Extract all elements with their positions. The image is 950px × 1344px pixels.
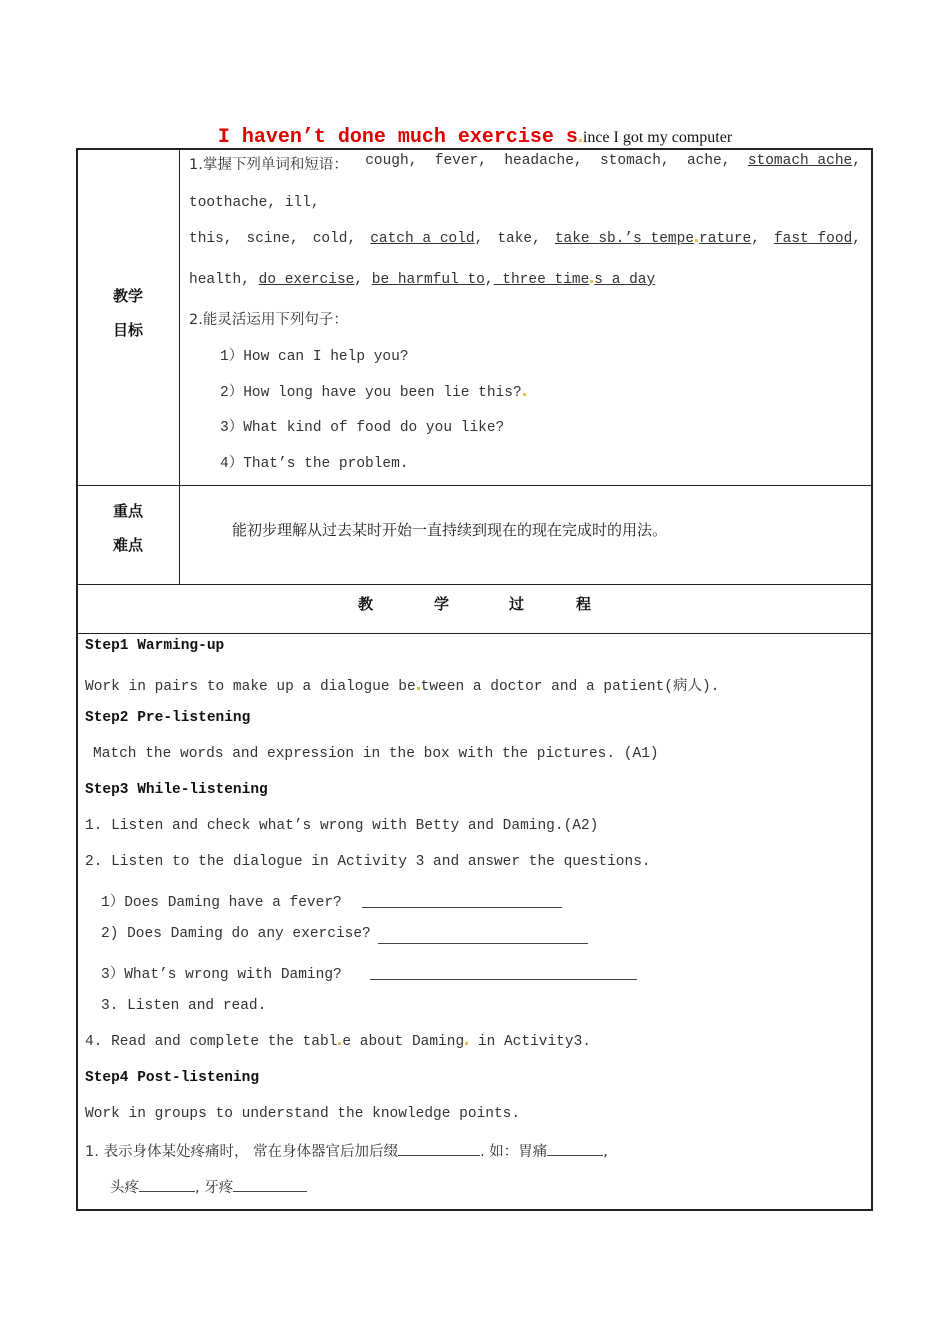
process-header-2: 学: [434, 595, 450, 613]
process-header-3: 过: [509, 595, 525, 613]
vocab-row-2: toothache, ill,: [189, 195, 320, 211]
question-3: 3）What’s wrong with Daming?: [101, 967, 342, 983]
sentence-item: 1）How can I help you?: [220, 349, 409, 365]
page-title: [0, 126, 950, 150]
process-header-4: 程: [576, 595, 592, 613]
step3-item-2: 2. Listen to the dialogue in Activity 3 and answer the questions.: [85, 854, 651, 870]
vocab-row-1: 1.掌握下列单词和短语： cough, fever, headache, stomach, ache, stomach ache,: [189, 153, 861, 173]
answer-blank[interactable]: [362, 895, 562, 908]
title-red-part: I haven’t done much exercise s: [217, 126, 578, 149]
row-divider: [76, 485, 873, 486]
answer-blank[interactable]: [547, 1143, 603, 1156]
question-2: 2) Does Daming do any exercise?: [101, 926, 371, 942]
step3-item-3: 3. Listen and read.: [101, 998, 267, 1014]
sentence-item: 2）How long have you been lie this?: [220, 380, 527, 401]
step4-text: Work in groups to understand the knowledge points.: [85, 1106, 521, 1122]
step1-title: Step1 Warming-up: [85, 638, 225, 654]
answer-blank[interactable]: [398, 1143, 480, 1156]
vocab-row-3: this, scine, cold, catch a cold, take, take sb.’s tempe rature, fast food,: [189, 231, 861, 247]
answer-blank[interactable]: [378, 931, 588, 944]
keypoints-label: 重点 难点: [112, 502, 143, 554]
column-divider: [179, 148, 180, 585]
knowledge-point-1-cont: 头疼 , 牙疼: [110, 1176, 307, 1197]
step3-item-4: 4. Read and complete the tabl e about Daming in Activity3.: [85, 1034, 591, 1050]
row-divider: [76, 633, 873, 634]
process-header-1: 教: [358, 595, 374, 613]
knowledge-point-1: 1. 表示身体某处疼痛时， 常在身体器官后加后缀 . 如：胃痛 ,: [85, 1144, 608, 1160]
answer-blank[interactable]: [370, 967, 637, 980]
row-divider: [76, 584, 873, 585]
question-1: 1）Does Daming have a fever?: [101, 895, 342, 911]
sentence-item: 3）What kind of food do you like?: [220, 420, 505, 436]
answer-blank[interactable]: [139, 1179, 195, 1192]
title-black-part: ince I got my computer: [582, 129, 733, 146]
step2-title: Step2 Pre-listening: [85, 710, 251, 726]
objectives-label: 教学 目标: [112, 287, 143, 339]
keypoints-text: 能初步理解从过去某时开始一直持续到现在的现在完成时的用法。: [232, 521, 668, 539]
step1-text: Work in pairs to make up a dialogue be tween a doctor and a patient(病人).: [85, 679, 720, 695]
sentence-item: 4）That’s the problem.: [220, 456, 409, 472]
sentences-heading: 2.能灵活运用下列句子：: [189, 312, 348, 328]
step4-title: Step4 Post-listening: [85, 1070, 260, 1086]
step3-item-1: 1. Listen and check what’s wrong with Betty and Daming.(A2): [85, 818, 599, 834]
answer-blank[interactable]: [233, 1179, 307, 1192]
step3-title: Step3 While-listening: [85, 782, 268, 798]
step2-text: Match the words and expression in the box with the pictures. (A1): [93, 746, 659, 762]
vocab-row-4: health, do exercise, be harmful to, three time s a day: [189, 272, 656, 288]
mark-dot: [579, 139, 582, 142]
